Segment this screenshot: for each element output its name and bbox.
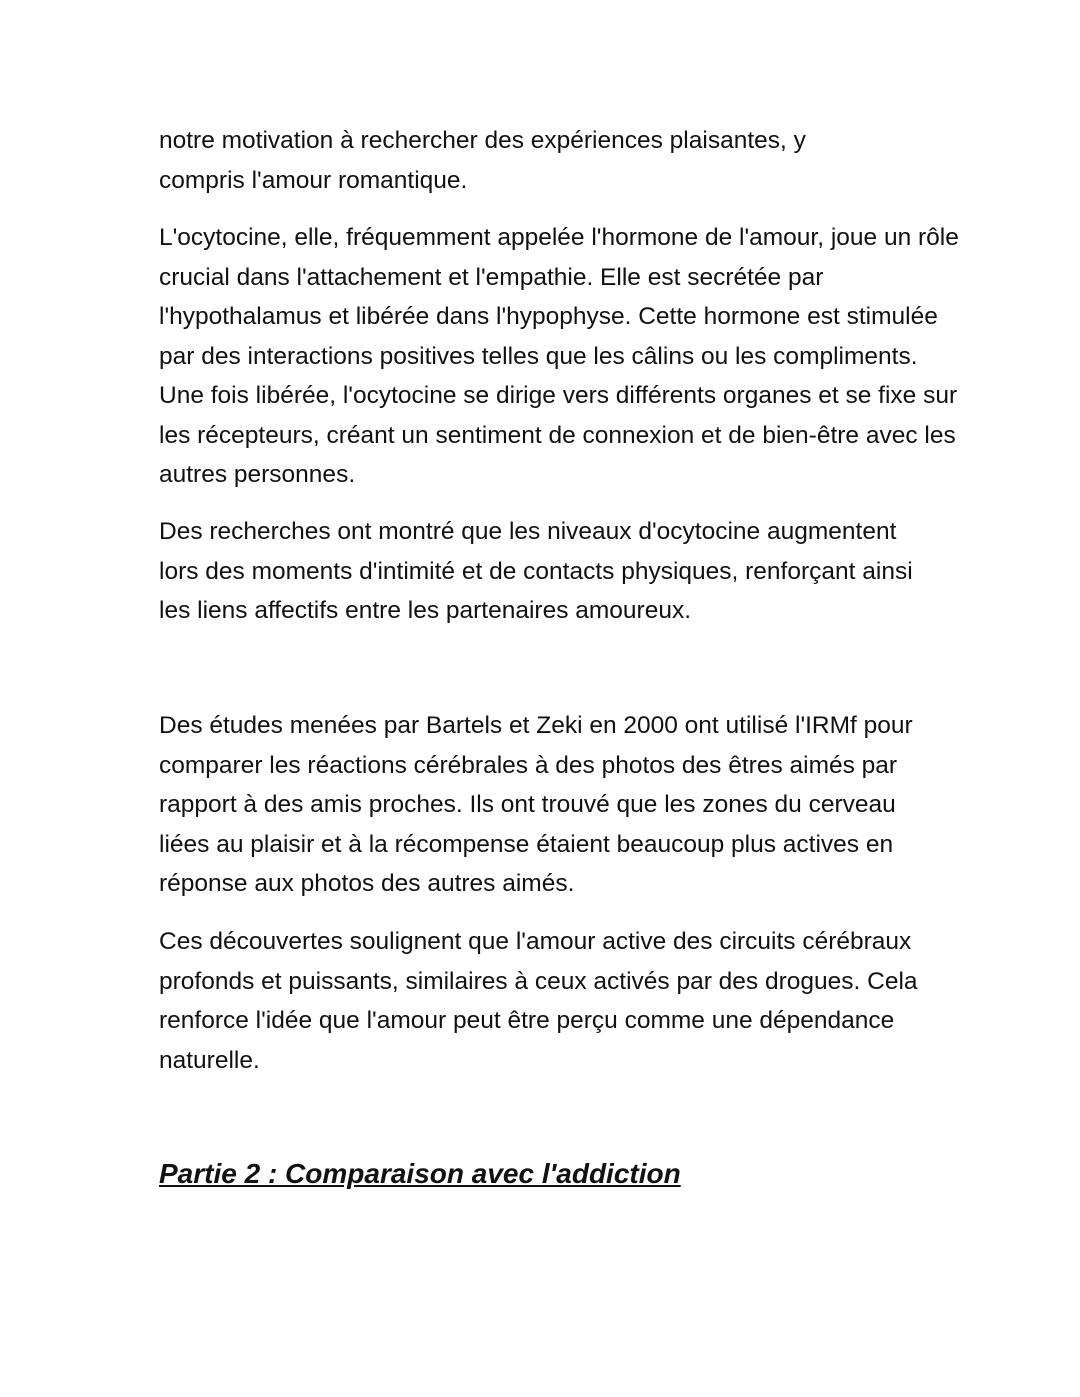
section-heading: Partie 2 : Comparaison avec l'addiction bbox=[159, 1158, 681, 1189]
paragraph-recherches: Des recherches ont montré que les niveaux d'ocytocine augmentent lors des moments d'intimité et de contacts physiques, renforçant ainsi les liens affectifs entre les partenaires amoureux. bbox=[159, 518, 913, 624]
paragraph-motivation: notre motivation à rechercher des expériences plaisantes, y compris l'amour romantique. bbox=[159, 127, 806, 194]
paragraph-etudes: Des études menées par Bartels et Zeki en 2000 ont utilisé l'IRMf pour comparer les réactions cérébrales à des photos des êtres aimés par rapport à des amis proches. Ils ont trouvé que les zones du cerveau liées au plaisir et à la récompense étaient beaucoup plus actives en réponse aux photos des autres aimés. bbox=[159, 712, 913, 897]
paragraph-decouvertes: Ces découvertes soulignent que l'amour active des circuits cérébraux profonds et puissants, similaires à ceux activés par des drogues. Cela renforce l'idée que l'amour peut être perçu comme une dépendance naturelle. bbox=[159, 928, 918, 1074]
paragraph-ocytocine: L'ocytocine, elle, fréquemment appelée l'hormone de l'amour, joue un rôle crucial dans l'attachement et l'empathie. Elle est secrétée par l'hypothalamus et libérée dans l'hypophyse. Cette hormone est stimulée par des interactions positives telles que les câlins ou les compliments. Une fois libérée, l'ocytocine se dirige vers différents organes et se fixe sur les récepteurs, créant un sentiment de connexion et de bien-être avec les autres personnes. bbox=[159, 224, 959, 488]
